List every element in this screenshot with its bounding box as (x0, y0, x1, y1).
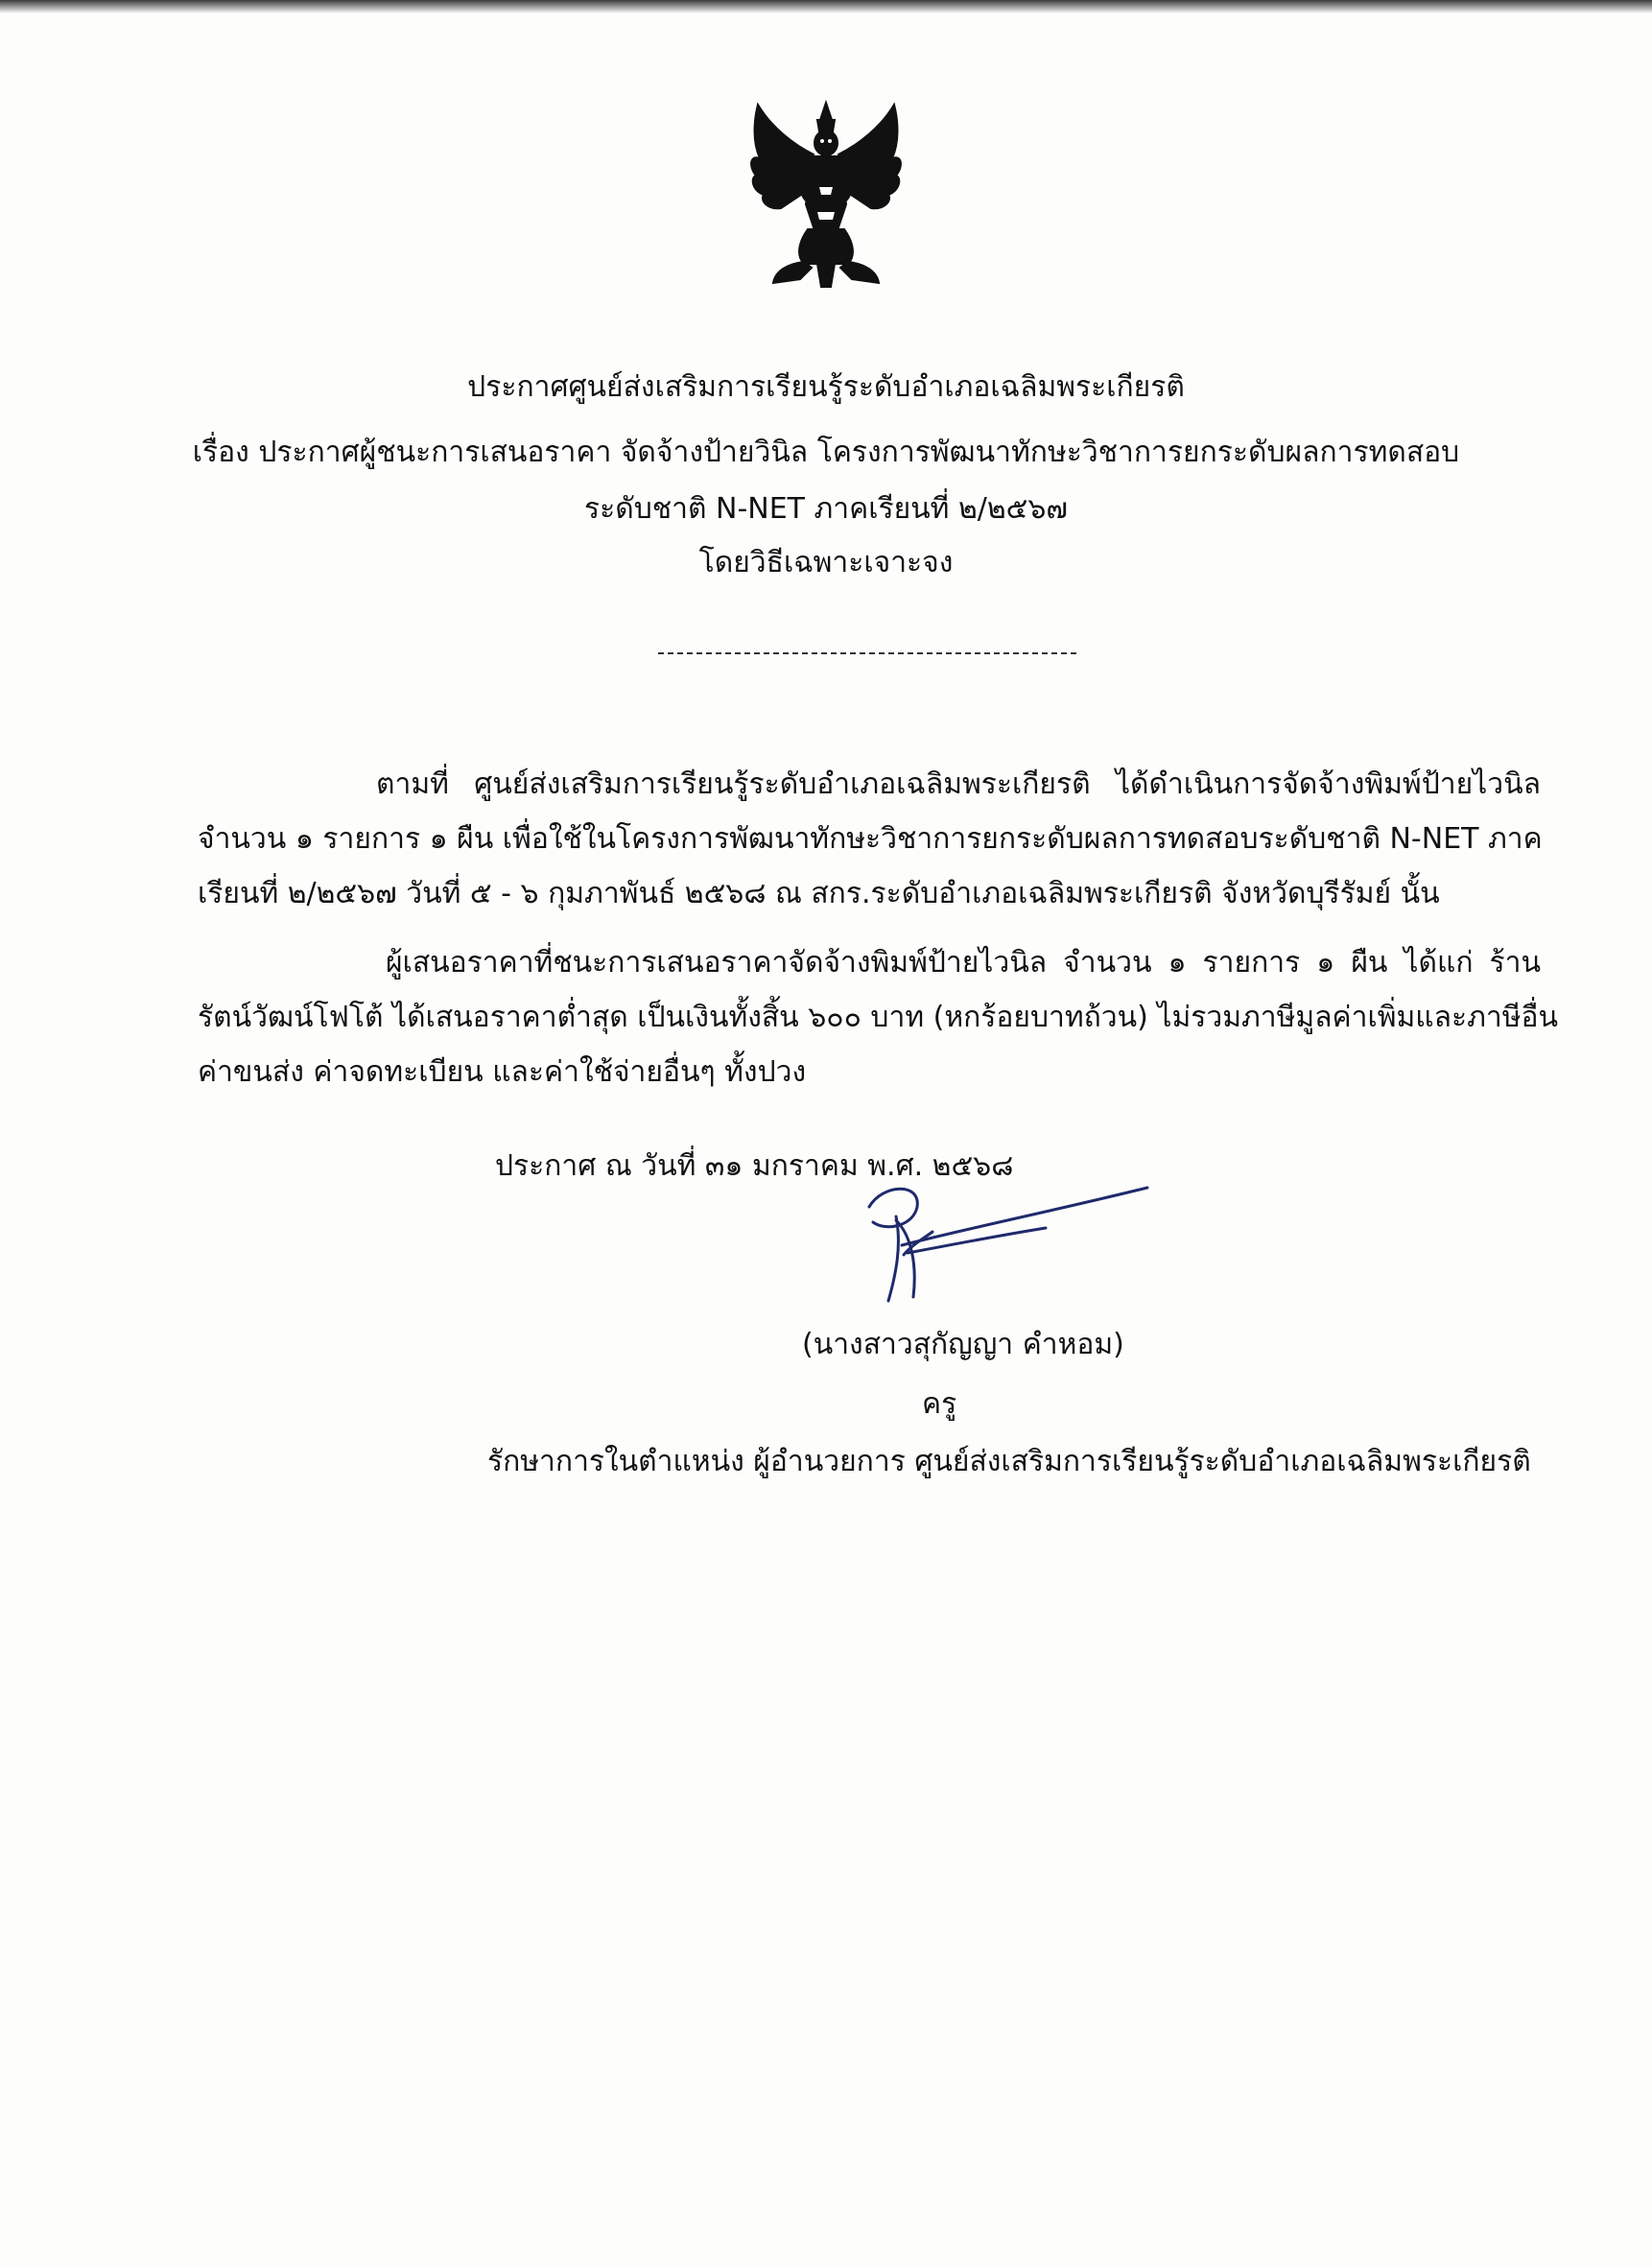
announcement-subject: เรื่อง ประกาศผู้ชนะการเสนอราคา จัดจ้างป้ายวินิล โครงการพัฒนาทักษะวิชาการยกระดับผลการทดสอบ (192, 436, 1460, 469)
scan-edge-shadow (0, 0, 1652, 13)
signatory-name: (นางสาวสุกัญญา คำหอม) (802, 1328, 1124, 1361)
procurement-method: โดยวิธีเฉพาะเจาะจง (698, 546, 954, 579)
signatory-role: รักษาการในตำแหน่ง ผู้อำนวยการ ศูนย์ส่งเสริมการเรียนรู้ระดับอำเภอเฉลิมพระเกียรติ (487, 1445, 1531, 1478)
signatory-position: ครู (922, 1387, 957, 1421)
paragraph-1-line-3: เรียนที่ ๒/๒๕๖๗ วันที่ ๕ - ๖ กุมภาพันธ์ ๒๕๖๘ ณ สกร.ระดับอำเภอเฉลิมพระเกียรติ จังหวัดบุรีรัมย์ นั้น (198, 877, 1440, 910)
announcement-title: ประกาศศูนย์ส่งเสริมการเรียนรู้ระดับอำเภอเฉลิมพระเกียรติ (467, 370, 1185, 404)
paragraph-2-line-2: รัตน์วัฒน์โฟโต้ ได้เสนอราคาต่ำสุด เป็นเงินทั้งสิ้น ๖๐๐ บาท (หกร้อยบาทถ้วน) ไม่รวมภาษีมูลค่าเพิ่มและภาษีอื่น (198, 1001, 1559, 1034)
announcement-subject-cont: ระดับชาติ N-NET ภาคเรียนที่ ๒/๒๕๖๗ (584, 492, 1068, 526)
paragraph-2-line-1: ผู้เสนอราคาที่ชนะการเสนอราคาจัดจ้างพิมพ์ป้ายไวนิล จำนวน ๑ รายการ ๑ ผืน ได้แก่ ร้าน (386, 946, 1541, 980)
paragraph-2-line-3: ค่าขนส่ง ค่าจดทะเบียน และค่าใช้จ่ายอื่นๆ ทั้งปวง (198, 1055, 807, 1089)
header-divider (658, 652, 1076, 654)
paragraph-1-line-2: จำนวน ๑ รายการ ๑ ผืน เพื่อใช้ในโครงการพัฒนาทักษะวิชาการยกระดับผลการทดสอบระดับชาติ N-NET ภาค (198, 822, 1543, 856)
garuda-emblem-icon (744, 99, 908, 291)
announcement-date: ประกาศ ณ วันที่ ๓๑ มกราคม พ.ศ. ๒๕๖๘ (495, 1149, 1014, 1183)
handwritten-signature (854, 1178, 1161, 1312)
paragraph-1-line-1: ตามที่ ศูนย์ส่งเสริมการเรียนรู้ระดับอำเภอเฉลิมพระเกียรติ ได้ดำเนินการจัดจ้างพิมพ์ป้ายไวนิล (376, 767, 1541, 801)
